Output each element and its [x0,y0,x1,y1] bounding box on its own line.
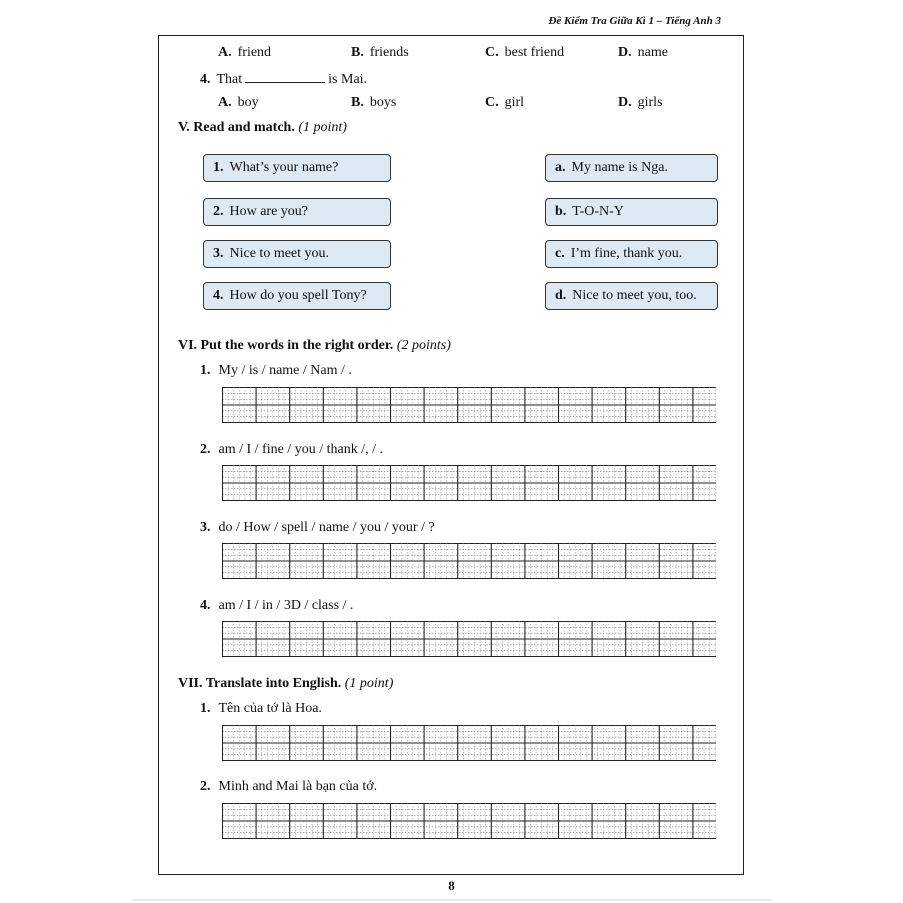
option-a: A. friend [218,45,272,60]
match-left-3[interactable]: 3. Nice to meet you. [203,240,391,268]
translate-item-1: 1. Tên của tớ là Hoa. [200,701,322,716]
option-d: D. name [618,45,668,60]
page-number: 8 [448,878,455,893]
match-right-c[interactable]: c. I’m fine, thank you. [545,240,718,268]
writing-grid[interactable] [222,387,716,423]
match-right-a[interactable]: a. My name is Nga. [545,154,718,182]
option-b: B. friends [351,45,409,60]
writing-grid[interactable] [222,803,716,839]
order-item-4: 4. am / I / in / 3D / class / . [200,598,354,613]
match-right-b[interactable]: b. T-O-N-Y [545,198,718,226]
option-c: C. girl [485,95,525,110]
divider [132,899,772,901]
match-left-4[interactable]: 4. How do you spell Tony? [203,282,391,310]
translate-item-2: 2. Minh and Mai là bạn của tớ. [200,779,378,794]
order-item-2: 2. am / I / fine / you / thank /, / . [200,442,383,457]
question-4: 4. That is Mai. [200,72,368,87]
writing-grid[interactable] [222,621,716,657]
option-b: B. boys [351,95,397,110]
writing-grid[interactable] [222,543,716,579]
writing-grid[interactable] [222,465,716,501]
option-c: C. best friend [485,45,565,60]
section-title: V. Read and match. (1 point) [178,120,347,135]
section-title: VI. Put the words in the right order. (2 points) [178,338,451,353]
order-item-3: 3. do / How / spell / name / you / your / ? [200,520,435,535]
option-a: A. boy [218,95,259,110]
writing-grid[interactable] [222,725,716,761]
option-d: D. girls [618,95,663,110]
page-header: Đề Kiểm Tra Giữa Kì 1 – Tiếng Anh 3 [548,15,721,27]
order-item-1: 1. My / is / name / Nam / . [200,363,352,378]
match-right-d[interactable]: d. Nice to meet you, too. [545,282,718,310]
match-left-1[interactable]: 1. What’s your name? [203,154,391,182]
match-left-2[interactable]: 2. How are you? [203,198,391,226]
answer-blank[interactable] [245,70,325,83]
section-title: VII. Translate into English. (1 point) [178,676,394,691]
